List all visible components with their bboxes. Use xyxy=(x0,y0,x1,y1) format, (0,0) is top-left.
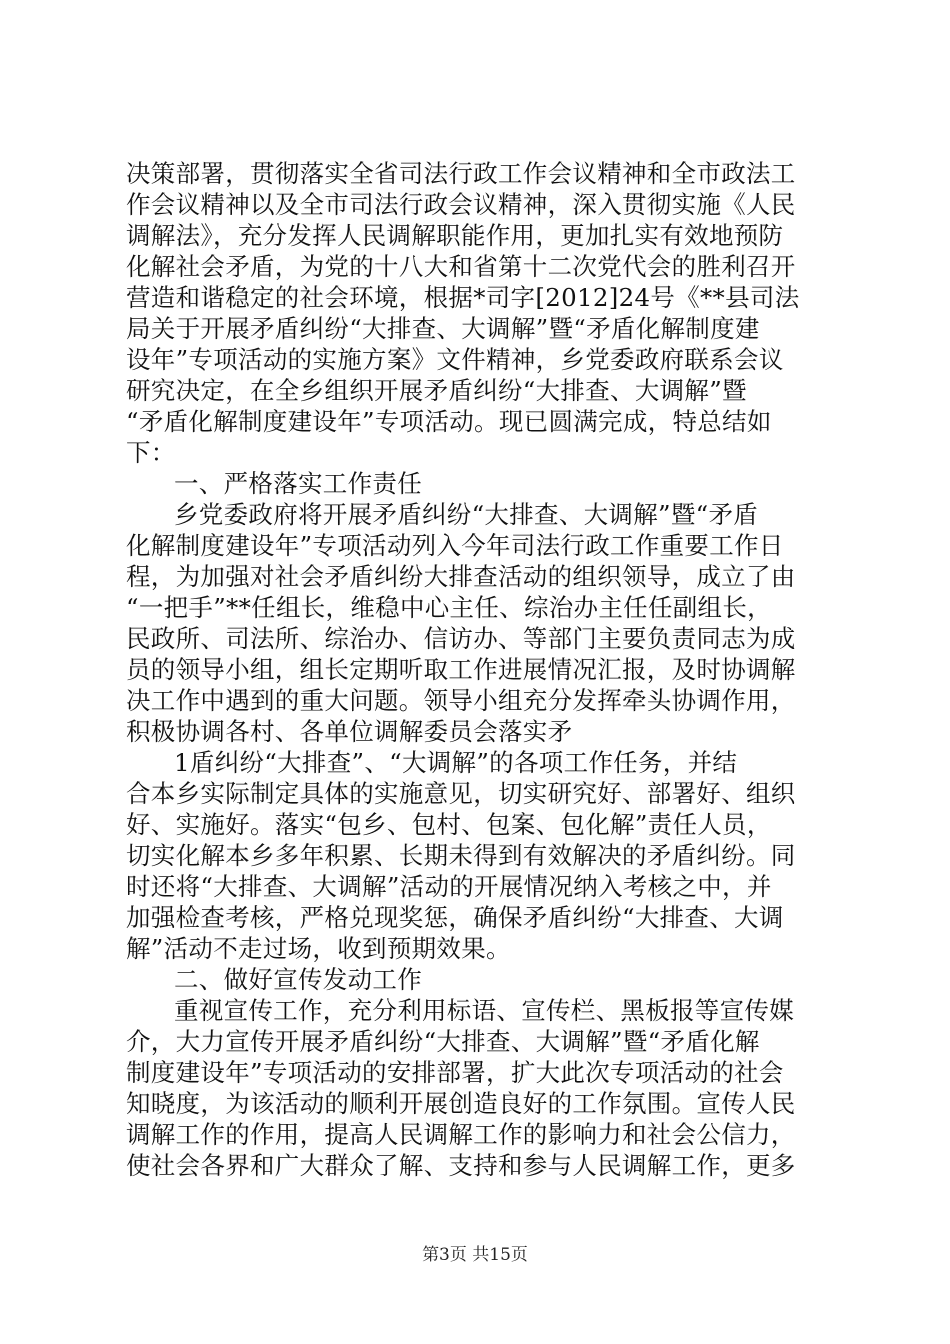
text-line: 1盾纠纷“大排查”、“大调解”的各项工作任务，并结 xyxy=(174,748,738,777)
section-heading: 二、做好宣传发动工作 xyxy=(174,965,422,994)
text-line: 加强检查考核，严格兑现奖惩，确保矛盾纠纷“大排查、大调 xyxy=(126,903,784,932)
text-line: 下： xyxy=(126,438,176,467)
text-line: 制度建设年”专项活动的安排部署，扩大此次专项活动的社会 xyxy=(126,1058,784,1087)
text-line: 决工作中遇到的重大问题。领导小组充分发挥牵头协调作用， xyxy=(126,686,796,715)
text-line: 局关于开展矛盾纠纷“大排查、大调解”暨“矛盾化解制度建 xyxy=(126,314,760,343)
text-line: 员的领导小组，组长定期听取工作进展情况汇报，及时协调解 xyxy=(126,655,796,684)
text-line: 知晓度，为该活动的顺利开展创造良好的工作氛围。宣传人民 xyxy=(126,1089,796,1118)
text-line: 设年”专项活动的实施方案》文件精神，乡党委政府联系会议 xyxy=(126,345,784,374)
text-line: 决策部署，贯彻落实全省司法行政工作会议精神和全市政法工 xyxy=(126,159,796,188)
text-line: 时还将“大排查、大调解”活动的开展情况纳入考核之中，并 xyxy=(126,872,772,901)
text-line: 使社会各界和广大群众了解、支持和参与人民调解工作，更多 xyxy=(126,1151,796,1180)
text-line: 研究决定，在全乡组织开展矛盾纠纷“大排查、大调解”暨 xyxy=(126,376,747,405)
text-line: 调解法》，充分发挥人民调解职能作用，更加扎实有效地预防 xyxy=(126,221,784,250)
page-footer xyxy=(0,1244,950,1266)
text-line: 解”活动不走过场，收到预期效果。 xyxy=(126,934,511,963)
text-line: 调解工作的作用，提高人民调解工作的影响力和社会公信力， xyxy=(126,1120,796,1149)
page-number: 第3页 共15页 xyxy=(422,1245,528,1265)
text-line: 程，为加强对社会矛盾纠纷大排查活动的组织领导，成立了由 xyxy=(126,562,796,591)
text-line: 化解社会矛盾，为党的十八大和省第十二次党代会的胜利召开 xyxy=(126,252,796,281)
body-text xyxy=(126,158,826,1181)
text-line: “一把手”**任组长，维稳中心主任、综治办主任任副组长， xyxy=(126,593,772,622)
text-line: 切实化解本乡多年积累、长期未得到有效解决的矛盾纠纷。同 xyxy=(126,841,796,870)
text-line: 合本乡实际制定具体的实施意见，切实研究好、部署好、组织 xyxy=(126,779,796,808)
text-line: 介，大力宣传开展矛盾纠纷“大排查、大调解”暨“矛盾化解 xyxy=(126,1027,760,1056)
text-line: 重视宣传工作，充分利用标语、宣传栏、黑板报等宣传媒 xyxy=(174,996,794,1025)
text-line: 作会议精神以及全市司法行政会议精神，深入贯彻实施《人民 xyxy=(126,190,796,219)
text-line: 化解制度建设年”专项活动列入今年司法行政工作重要工作日 xyxy=(126,531,784,560)
text-line: 好、实施好。落实“包乡、包村、包案、包化解”责任人员， xyxy=(126,810,772,839)
section-heading: 一、严格落实工作责任 xyxy=(174,469,422,498)
text-line: 民政所、司法所、综治办、信访办、等部门主要负责同志为成 xyxy=(126,624,796,653)
text-line: 乡党委政府将开展矛盾纠纷“大排查、大调解”暨“矛盾 xyxy=(174,500,759,529)
text-line: 积极协调各村、各单位调解委员会落实矛 xyxy=(126,717,573,746)
text-line: “矛盾化解制度建设年”专项活动。现已圆满完成，特总结如 xyxy=(126,407,772,436)
text-line: 营造和谐稳定的社会环境，根据*司字[2012]24号《**县司法 xyxy=(126,283,800,312)
